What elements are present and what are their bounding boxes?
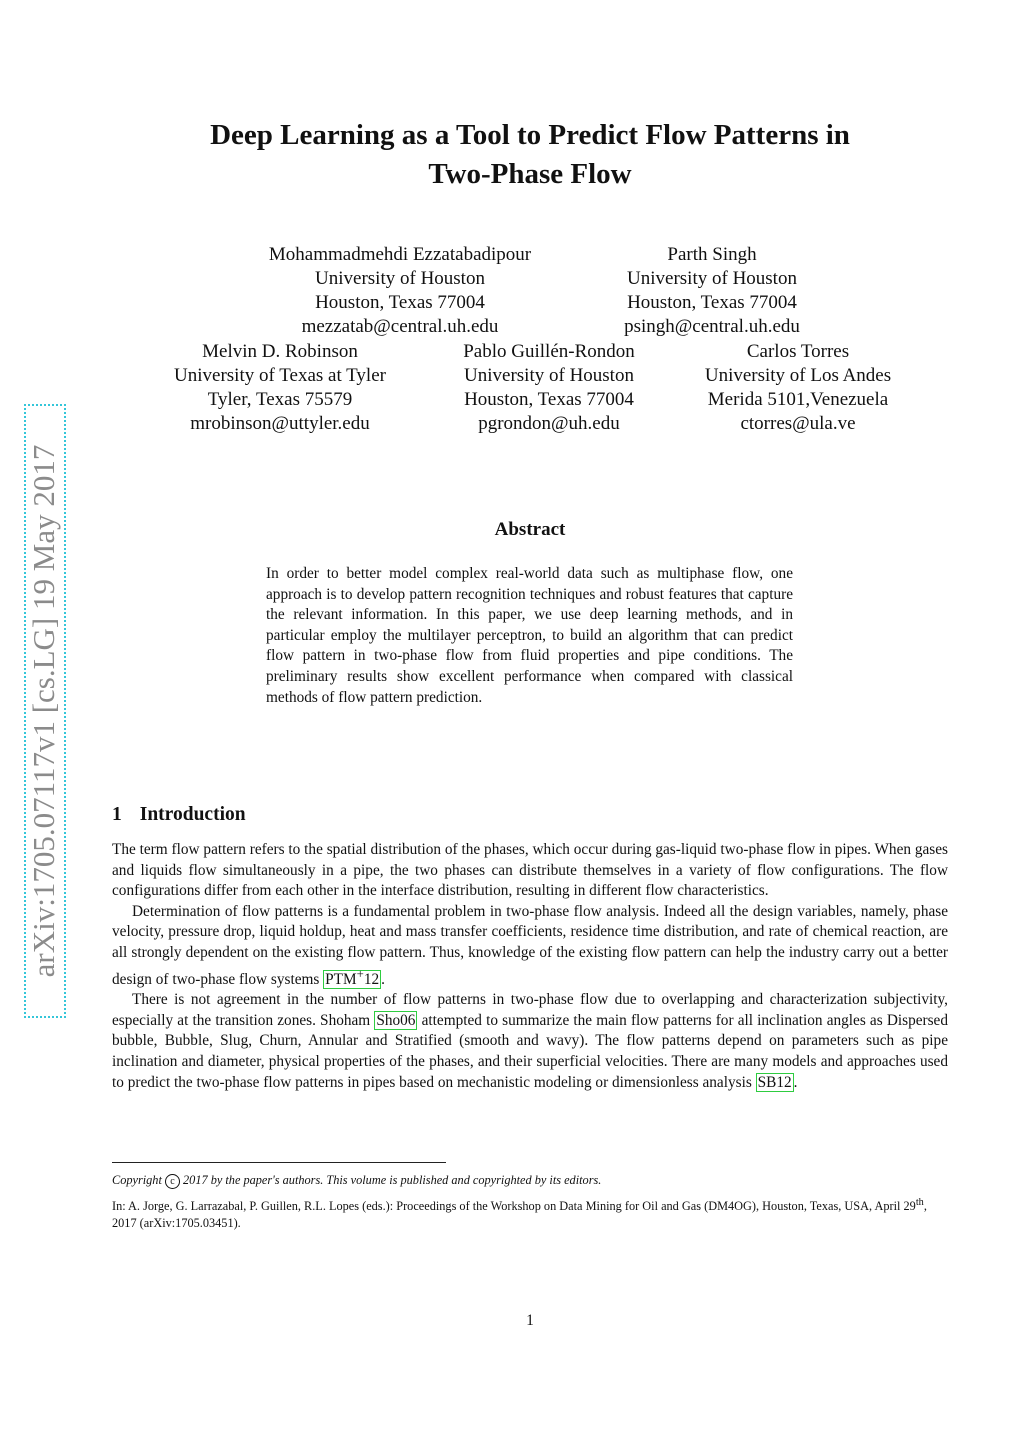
paragraph: There is not agreement in the number of flow patterns in two-phase flow due to overlapping and characterization subjectivity, especially at the transition zones. Shoham Sho06 attempted to summarize the main flow patterns for all inclination angles as Dispersed bubble, Bubble, Slug, Churn, Annular and Stratified (smooth and wavy). The flow patterns depend on parameters such as pipe inclination and diameter, physical properties of the phases, and their superficial velocities. There are many models and approaches used to predict the two-phase flow patterns in pipes based on mechanistic modeling or dimensionless analysis SB12 . [112,991,948,1091]
proceedings-note: In: A. Jorge, G. Larrazabal, P. Guillen, R.L. Lopes (eds.): Proceedings of the Workshop on Data Mining for Oil and Gas (DM4OG), Houston, Texas, USA, April 29th, 2017 (arXiv:1705.03451). [112,1197,927,1231]
paragraph: Determination of flow patterns is a fundamental problem in two-phase flow analysis. Indeed all the design variables, namely, phase velocity, pressure drop, liquid holdup, heat and mass transfer coefficients, residence time distribution, and rate of chemical reaction, are all strongly dependent on the existing flow pattern. Thus, knowledge of the existing flow pattern can help the industry carry out a better design of two-phase flow systems PTM+12 . [112,902,948,988]
author-address: Houston, Texas 77004 [464,389,634,410]
citation-link[interactable]: PTM+12 [325,966,380,988]
author-address: Houston, Texas 77004 [315,292,485,313]
arxiv-identifier: arXiv:1705.07117v1 [cs.LG] 19 May 2017 [26,444,61,978]
author-block [682,340,914,436]
author-email: ctorres@ula.ve [740,413,856,434]
introduction-body [112,840,948,1093]
section-heading [112,804,246,826]
author-affiliation: University of Houston [627,268,797,289]
author-address: Houston, Texas 77004 [627,292,797,313]
copyright-icon: c [165,1174,180,1189]
page-number: 1 [526,1312,534,1329]
citation-link[interactable]: Sho06 [376,1011,416,1029]
author-name: Pablo Guillén-Rondon [463,341,635,362]
author-address: Tyler, Texas 75579 [207,389,353,410]
copyright-notice: Copyright c 2017 by the paper's authors. This volume is published and copyrighted by its editors. [112,1173,602,1187]
author-block [144,340,416,436]
author-email: mezzatab@central.uh.edu [301,316,499,337]
author-affiliation: University of Houston [315,268,485,289]
paragraph-text: attempted to summarize the main flow patterns for all inclination angles as Dispersed bubble, Bubble, Slug, Churn, Annular and Stratified (smooth and wavy). The flow patterns depend on parameters such as pipe inclination and diameter, physical properties of the phases, and their superficial velocities. There are many models and approaches used to predict the two-phase flow patterns in pipes based on mechanistic modeling or dimensionless analysis [112,1011,948,1091]
author-affiliation: University of Los Andes [704,365,892,386]
footnote-divider [112,1162,446,1163]
paragraph-text: Determination of flow patterns is a fundamental problem in two-phase flow analysis. Indeed all the design variables, namely, phase velocity, pressure drop, liquid holdup, heat and mass transfer coefficients, residence time distribution, and rate of chemical reaction, are all strongly dependent on the existing flow pattern. Thus, knowledge of the existing flow pattern can help the industry carry out a better design of two-phase flow systems [112,902,948,988]
author-block [590,243,834,339]
author-block [436,340,662,436]
author-email: pgrondon@uh.edu [478,413,620,434]
paper-title [112,116,948,194]
author-block [230,243,570,339]
author-affiliation: University of Texas at Tyler [174,365,386,386]
title-line: Two-Phase Flow [428,158,632,190]
footnote [112,1172,948,1232]
author-name: Mohammadmehdi Ezzatabadipour [268,244,532,265]
title-line: Deep Learning as a Tool to Predict Flow Patterns in [210,119,850,151]
paragraph-text: There is not agreement in the number of flow patterns in two-phase flow due to overlapping and characterization subjectivity, especially at the transition zones. Shoham [112,991,948,1029]
citation-link[interactable]: SB12 [757,1073,792,1091]
author-name: Parth Singh [667,244,757,265]
section-number: 1 [112,804,122,825]
author-name: Melvin D. Robinson [202,341,358,362]
abstract-text: In order to better model complex real-world data such as multiphase flow, one approach is to develop pattern recognition techniques and robust features that capture the relevant information. In this paper, we use deep learning methods, and in particular employ the multilayer perceptron, to build an algorithm that can predict flow pattern in two-phase flow from fluid properties and pipe conditions. The preliminary results show excellent performance when compared with classical methods of flow pattern prediction. [266,565,793,706]
author-name: Carlos Torres [746,341,850,362]
author-email: psingh@central.uh.edu [624,316,800,337]
abstract-heading: Abstract [494,519,566,540]
author-address: Merida 5101,Venezuela [707,389,889,410]
paragraph: The term flow pattern refers to the spatial distribution of the phases, which occur during gas-liquid two-phase flow in pipes. When gases and liquids flow simultaneously in a pipe, the two phases can distribute themselves in a variety of flow configurations. The flow configurations differ from each other in the interface distribution, resulting in different flow characteristics. [112,841,948,900]
section-title: Introduction [139,804,246,825]
author-email: mrobinson@uttyler.edu [190,413,370,434]
author-affiliation: University of Houston [464,365,634,386]
